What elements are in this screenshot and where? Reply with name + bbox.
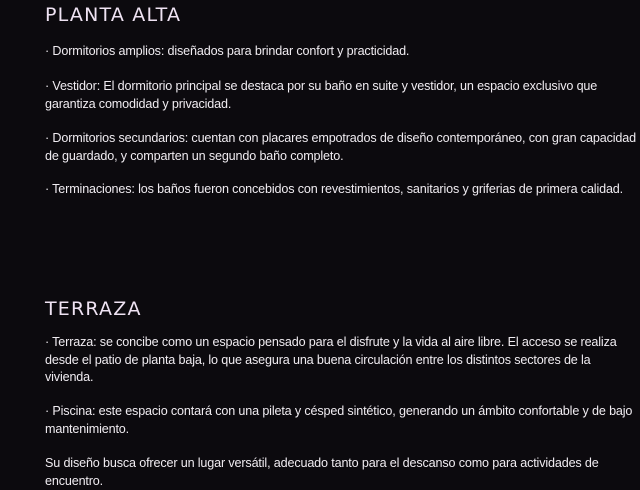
- paragraph-diseno: Su diseño busca ofrecer un lugar versátil, adecuado tanto para el descanso como para actividades de encuentro.: [45, 456, 599, 488]
- list-item-dormitorios-amplios: · Dormitorios amplios: diseñados para brindar confort y practicidad.: [45, 44, 410, 58]
- list-item-terraza: · Terraza: se concibe como un espacio pensado para el disfrute y la vida al aire libre. El acceso se realiza desde el patio de planta baja, lo que asegura una buena circulación entre los distintos sectores de la vivienda.: [45, 335, 617, 384]
- list-item-dormitorios-secundarios: · Dormitorios secundarios: cuentan con placares empotrados de diseño contemporáneo, con gran capacidad de guardado, y comparten un segundo baño completo.: [45, 131, 636, 163]
- section-title-planta-alta: PLANTA ALTA: [45, 4, 182, 26]
- list-item-vestidor: · Vestidor: El dormitorio principal se destaca por su baño en suite y vestidor, un espacio exclusivo que garantiza comodidad y privacidad.: [45, 79, 598, 111]
- section-title-terraza: TERRAZA: [45, 298, 142, 320]
- list-item-piscina: · Piscina: este espacio contará con una pileta y césped sintético, generando un ámbito confortable y de bajo mantenimiento.: [45, 404, 633, 436]
- list-item-terminaciones: · Terminaciones: los baños fueron concebidos con revestimientos, sanitarios y griferias de primera calidad.: [45, 182, 624, 196]
